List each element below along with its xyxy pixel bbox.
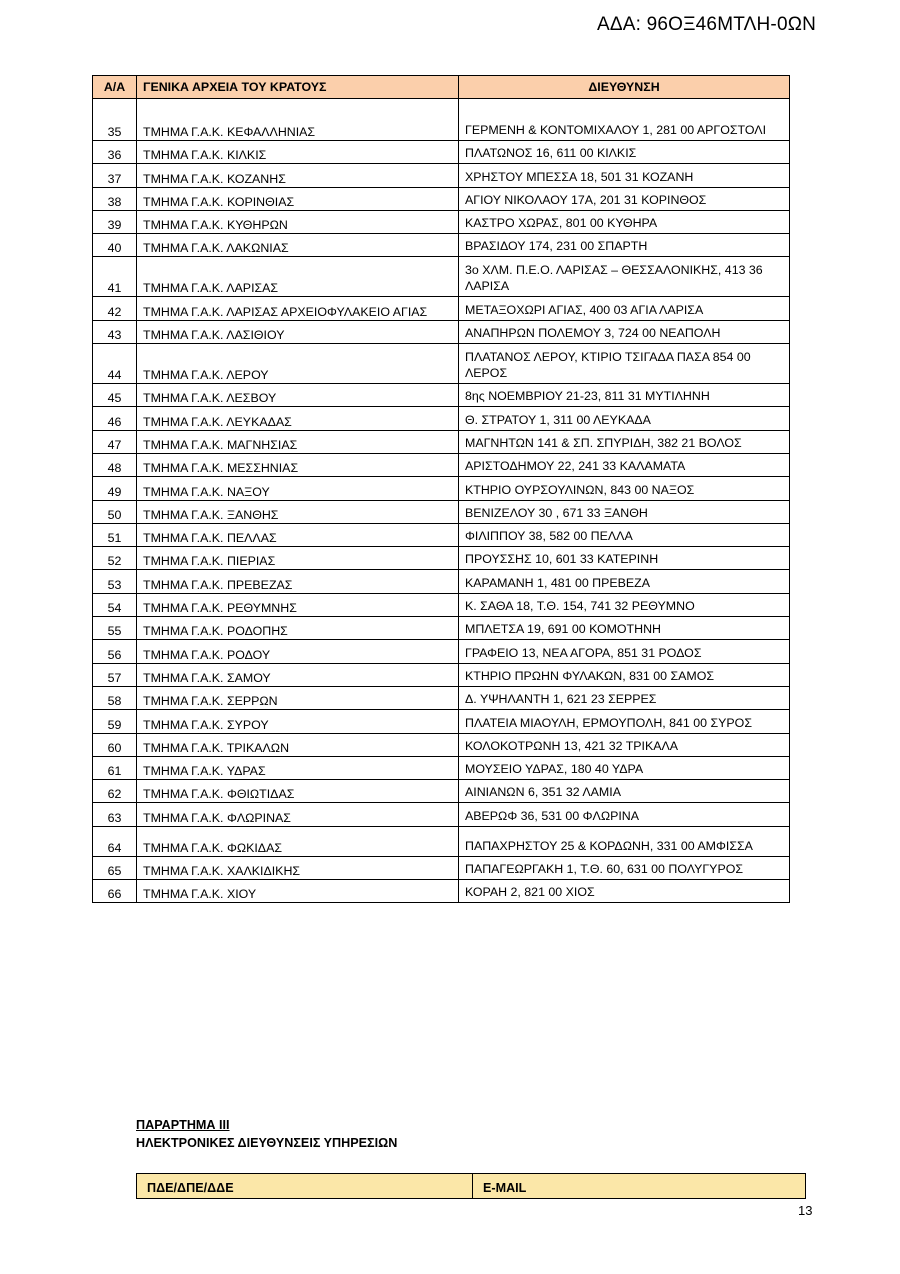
row-number: 37 [93, 164, 137, 187]
row-number: 41 [93, 257, 137, 297]
archive-name: ΤΜΗΜΑ Γ.Α.Κ. ΧΙΟΥ [137, 880, 459, 903]
archive-address: ΜΑΓΝΗΤΩΝ 141 & ΣΠ. ΣΠΥΡΙΔΗ, 382 21 ΒΟΛΟΣ [459, 430, 790, 453]
row-number: 35 [93, 99, 137, 141]
archive-name: ΤΜΗΜΑ Γ.Α.Κ. ΡΕΘΥΜΝΗΣ [137, 593, 459, 616]
page-number: 13 [798, 1203, 813, 1218]
table-row [93, 547, 790, 570]
archive-name: ΤΜΗΜΑ Γ.Α.Κ. ΡΟΔΟΠΗΣ [137, 617, 459, 640]
archive-address: ΚΤΗΡΙΟ ΠΡΩΗΝ ΦΥΛΑΚΩΝ, 831 00 ΣΑΜΟΣ [459, 663, 790, 686]
table-row [93, 384, 790, 407]
archive-name: ΤΜΗΜΑ Γ.Α.Κ. ΞΑΝΘΗΣ [137, 500, 459, 523]
archive-name: ΤΜΗΜΑ Γ.Α.Κ. ΚΕΦΑΛΛΗΝΙΑΣ [137, 99, 459, 141]
archive-name: ΤΜΗΜΑ Γ.Α.Κ. ΦΛΩΡΙΝΑΣ [137, 803, 459, 826]
table-row [93, 686, 790, 709]
archive-address: ΚΟΡΑΗ 2, 821 00 ΧΙΟΣ [459, 880, 790, 903]
row-number: 48 [93, 453, 137, 476]
table-row [93, 430, 790, 453]
row-number: 58 [93, 686, 137, 709]
row-number: 66 [93, 880, 137, 903]
email-table [136, 1173, 806, 1199]
row-number: 65 [93, 856, 137, 879]
table-row [93, 593, 790, 616]
archives-table [92, 75, 790, 903]
archive-name: ΤΜΗΜΑ Γ.Α.Κ. ΝΑΞΟΥ [137, 477, 459, 500]
archive-name: ΤΜΗΜΑ Γ.Α.Κ. ΧΑΛΚΙΔΙΚΗΣ [137, 856, 459, 879]
archive-address: ΚΤΗΡΙΟ ΟΥΡΣΟΥΛΙΝΩΝ, 843 00 ΝΑΞΟΣ [459, 477, 790, 500]
archive-name: ΤΜΗΜΑ Γ.Α.Κ. ΚΙΛΚΙΣ [137, 141, 459, 164]
archive-address: ΠΛΑΤΕΙΑ ΜΙΑΟΥΛΗ, ΕΡΜΟΥΠΟΛΗ, 841 00 ΣΥΡΟΣ [459, 710, 790, 733]
archive-address: ΠΑΠΑΧΡΗΣΤΟΥ 25 & ΚΟΡΔΩΝΗ, 331 00 ΑΜΦΙΣΣΑ [459, 826, 790, 856]
row-number: 53 [93, 570, 137, 593]
table-row [93, 99, 790, 141]
archive-address: ΓΕΡΜΕΝΗ & ΚΟΝΤΟΜΙΧΑΛΟΥ 1, 281 00 ΑΡΓΟΣΤΟΛΙ [459, 99, 790, 141]
row-number: 50 [93, 500, 137, 523]
table-row [93, 780, 790, 803]
annex-heading [136, 1116, 397, 1152]
archive-address: 8ης ΝΟΕΜΒΡΙΟΥ 21-23, 811 31 ΜΥΤΙΛΗΝΗ [459, 384, 790, 407]
archive-name: ΤΜΗΜΑ Γ.Α.Κ. ΚΟΡΙΝΘΙΑΣ [137, 187, 459, 210]
archive-name: ΤΜΗΜΑ Γ.Α.Κ. ΛΑΚΩΝΙΑΣ [137, 234, 459, 257]
col-header-archives: ΓΕΝΙΚΑ ΑΡΧΕΙΑ ΤΟΥ ΚΡΑΤΟΥΣ [137, 76, 459, 99]
table-row [93, 880, 790, 903]
archive-address: Δ. ΥΨΗΛΑΝΤΗ 1, 621 23 ΣΕΡΡΕΣ [459, 686, 790, 709]
table-row [93, 710, 790, 733]
archive-address: Θ. ΣΤΡΑΤΟΥ 1, 311 00 ΛΕΥΚΑΔΑ [459, 407, 790, 430]
row-number: 47 [93, 430, 137, 453]
row-number: 40 [93, 234, 137, 257]
table-row [93, 344, 790, 384]
row-number: 45 [93, 384, 137, 407]
row-number: 46 [93, 407, 137, 430]
email-header-row [137, 1174, 806, 1199]
table-row [93, 856, 790, 879]
table-row [93, 320, 790, 343]
archive-address: ΠΑΠΑΓΕΩΡΓΑΚΗ 1, Τ.Θ. 60, 631 00 ΠΟΛΥΓΥΡΟΣ [459, 856, 790, 879]
row-number: 43 [93, 320, 137, 343]
archive-name: ΤΜΗΜΑ Γ.Α.Κ. ΛΕΣΒΟΥ [137, 384, 459, 407]
table-row [93, 826, 790, 856]
archive-name: ΤΜΗΜΑ Γ.Α.Κ. ΚΟΖΑΝΗΣ [137, 164, 459, 187]
table-row [93, 663, 790, 686]
archive-name: ΤΜΗΜΑ Γ.Α.Κ. ΛΕΡΟΥ [137, 344, 459, 384]
row-number: 51 [93, 523, 137, 546]
table-row [93, 617, 790, 640]
table-row [93, 733, 790, 756]
row-number: 63 [93, 803, 137, 826]
archive-address: ΧΡΗΣΤΟΥ ΜΠΕΣΣΑ 18, 501 31 ΚΟΖΑΝΗ [459, 164, 790, 187]
email-col-header-service: ΠΔΕ/ΔΠΕ/ΔΔΕ [137, 1174, 473, 1199]
archive-name: ΤΜΗΜΑ Γ.Α.Κ. ΤΡΙΚΑΛΩΝ [137, 733, 459, 756]
table-row [93, 407, 790, 430]
archive-address: ΓΡΑΦΕΙΟ 13, ΝΕΑ ΑΓΟΡΑ, 851 31 ΡΟΔΟΣ [459, 640, 790, 663]
table-row [93, 297, 790, 320]
archive-address: ΠΛΑΤΑΝΟΣ ΛΕΡΟΥ, ΚΤΙΡΙΟ ΤΣΙΓΑΔΑ ΠΑΣΑ 854 00 ΛΕΡΟΣ [459, 344, 790, 384]
row-number: 59 [93, 710, 137, 733]
archive-address: ΚΟΛΟΚΟΤΡΩΝΗ 13, 421 32 ΤΡΙΚΑΛΑ [459, 733, 790, 756]
archive-name: ΤΜΗΜΑ Γ.Α.Κ. ΥΔΡΑΣ [137, 756, 459, 779]
row-number: 52 [93, 547, 137, 570]
row-number: 60 [93, 733, 137, 756]
annex-title: ΠΑΡΑΡΤΗΜΑ ΙΙΙ [136, 1118, 230, 1132]
archive-address: ΠΛΑΤΩΝΟΣ 16, 611 00 ΚΙΛΚΙΣ [459, 141, 790, 164]
table-row [93, 257, 790, 297]
row-number: 44 [93, 344, 137, 384]
table-row [93, 187, 790, 210]
archive-name: ΤΜΗΜΑ Γ.Α.Κ. ΣΕΡΡΩΝ [137, 686, 459, 709]
archive-name: ΤΜΗΜΑ Γ.Α.Κ. ΠΙΕΡΙΑΣ [137, 547, 459, 570]
table-row [93, 477, 790, 500]
archive-address: ΑΙΝΙΑΝΩΝ 6, 351 32 ΛΑΜΙΑ [459, 780, 790, 803]
table-row [93, 164, 790, 187]
row-number: 64 [93, 826, 137, 856]
col-header-address: ΔΙΕΥΘΥΝΣΗ [459, 76, 790, 99]
archive-name: ΤΜΗΜΑ Γ.Α.Κ. ΣΑΜΟΥ [137, 663, 459, 686]
row-number: 56 [93, 640, 137, 663]
archive-name: ΤΜΗΜΑ Γ.Α.Κ. ΠΡΕΒΕΖΑΣ [137, 570, 459, 593]
archive-address: 3ο ΧΛΜ. Π.Ε.Ο. ΛΑΡΙΣΑΣ – ΘΕΣΣΑΛΟΝΙΚΗΣ, 413 36 ΛΑΡΙΣΑ [459, 257, 790, 297]
row-number: 49 [93, 477, 137, 500]
row-number: 38 [93, 187, 137, 210]
archive-address: ΠΡΟΥΣΣΗΣ 10, 601 33 ΚΑΤΕΡΙΝΗ [459, 547, 790, 570]
archive-address: ΒΕΝΙΖΕΛΟΥ 30 , 671 33 ΞΑΝΘΗ [459, 500, 790, 523]
row-number: 39 [93, 210, 137, 233]
row-number: 57 [93, 663, 137, 686]
archive-name: ΤΜΗΜΑ Γ.Α.Κ. ΦΘΙΩΤΙΔΑΣ [137, 780, 459, 803]
archive-name: ΤΜΗΜΑ Γ.Α.Κ. ΦΩΚΙΔΑΣ [137, 826, 459, 856]
row-number: 36 [93, 141, 137, 164]
archive-name: ΤΜΗΜΑ Γ.Α.Κ. ΛΑΡΙΣΑΣ ΑΡΧΕΙΟΦΥΛΑΚΕΙΟ ΑΓΙΑΣ [137, 297, 459, 320]
row-number: 54 [93, 593, 137, 616]
archive-address: ΑΓΙΟΥ ΝΙΚΟΛΑΟΥ 17Α, 201 31 ΚΟΡΙΝΘΟΣ [459, 187, 790, 210]
archive-address: ΜΟΥΣΕΙΟ ΥΔΡΑΣ, 180 40 ΥΔΡΑ [459, 756, 790, 779]
archive-name: ΤΜΗΜΑ Γ.Α.Κ. ΡΟΔΟΥ [137, 640, 459, 663]
table-row [93, 803, 790, 826]
archive-name: ΤΜΗΜΑ Γ.Α.Κ. ΠΕΛΛΑΣ [137, 523, 459, 546]
row-number: 62 [93, 780, 137, 803]
archive-address: ΒΡΑΣΙΔΟΥ 174, 231 00 ΣΠΑΡΤΗ [459, 234, 790, 257]
table-row [93, 453, 790, 476]
table-row [93, 500, 790, 523]
row-number: 61 [93, 756, 137, 779]
row-number: 42 [93, 297, 137, 320]
archive-address: ΚΑΡΑΜΑΝΗ 1, 481 00 ΠΡΕΒΕΖΑ [459, 570, 790, 593]
archive-name: ΤΜΗΜΑ Γ.Α.Κ. ΛΕΥΚΑΔΑΣ [137, 407, 459, 430]
table-row [93, 640, 790, 663]
table-header-row [93, 76, 790, 99]
col-header-aa: Α/Α [93, 76, 137, 99]
archive-address: ΑΒΕΡΩΦ 36, 531 00 ΦΛΩΡΙΝΑ [459, 803, 790, 826]
email-col-header-email: E-MAIL [473, 1174, 806, 1199]
archive-name: ΤΜΗΜΑ Γ.Α.Κ. ΜΑΓΝΗΣΙΑΣ [137, 430, 459, 453]
archive-name: ΤΜΗΜΑ Γ.Α.Κ. ΣΥΡΟΥ [137, 710, 459, 733]
archive-name: ΤΜΗΜΑ Γ.Α.Κ. ΛΑΣΙΘΙΟΥ [137, 320, 459, 343]
table-row [93, 756, 790, 779]
table-row [93, 141, 790, 164]
archive-address: ΜΕΤΑΞΟΧΩΡΙ ΑΓΙΑΣ, 400 03 ΑΓΙΑ ΛΑΡΙΣΑ [459, 297, 790, 320]
archive-address: Κ. ΣΑΘΑ 18, Τ.Θ. 154, 741 32 ΡΕΘΥΜΝΟ [459, 593, 790, 616]
archive-address: ΑΡΙΣΤΟΔΗΜΟΥ 22, 241 33 ΚΑΛΑΜΑΤΑ [459, 453, 790, 476]
table-row [93, 210, 790, 233]
table-row [93, 234, 790, 257]
ada-code: ΑΔΑ: 96ΟΞ46ΜΤΛΗ-0ΩΝ [597, 14, 817, 35]
archive-address: ΚΑΣΤΡΟ ΧΩΡΑΣ, 801 00 ΚΥΘΗΡΑ [459, 210, 790, 233]
archive-name: ΤΜΗΜΑ Γ.Α.Κ. ΚΥΘΗΡΩΝ [137, 210, 459, 233]
archive-address: ΜΠΛΕΤΣΑ 19, 691 00 ΚΟΜΟΤΗΝΗ [459, 617, 790, 640]
archive-name: ΤΜΗΜΑ Γ.Α.Κ. ΜΕΣΣΗΝΙΑΣ [137, 453, 459, 476]
table-row [93, 570, 790, 593]
archive-address: ΑΝΑΠΗΡΩΝ ΠΟΛΕΜΟΥ 3, 724 00 ΝΕΑΠΟΛΗ [459, 320, 790, 343]
annex-subtitle: ΗΛΕΚΤΡΟΝΙΚΕΣ ΔΙΕΥΘΥΝΣΕΙΣ ΥΠΗΡΕΣΙΩΝ [136, 1136, 398, 1150]
archive-address: ΦΙΛΙΠΠΟΥ 38, 582 00 ΠΕΛΛΑ [459, 523, 790, 546]
row-number: 55 [93, 617, 137, 640]
table-row [93, 523, 790, 546]
archive-name: ΤΜΗΜΑ Γ.Α.Κ. ΛΑΡΙΣΑΣ [137, 257, 459, 297]
